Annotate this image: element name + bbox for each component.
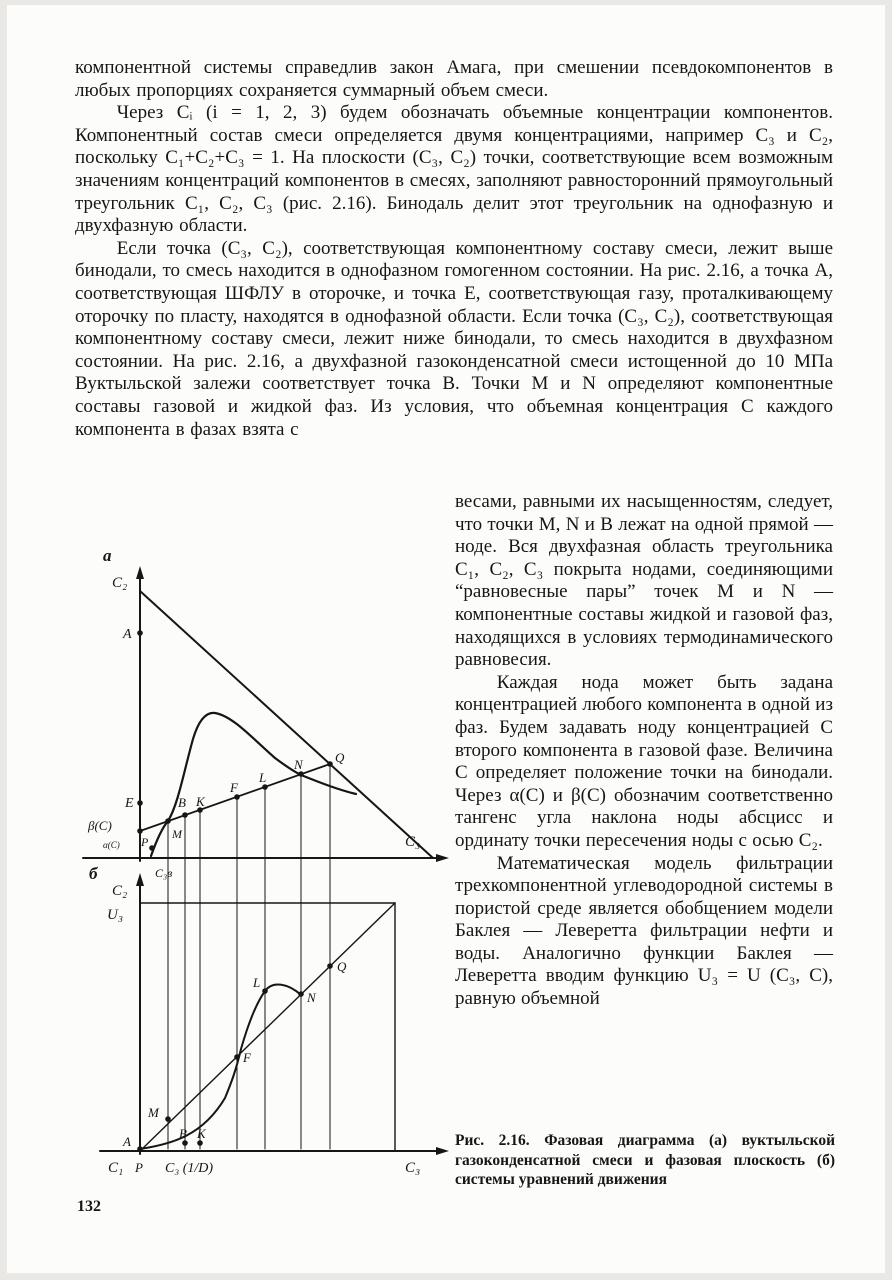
a-point-B: [182, 812, 188, 818]
b-label-B: В: [179, 1126, 187, 1141]
a-x-axis-label: С₃: [405, 834, 421, 850]
b-label-K: К: [197, 1126, 206, 1141]
b-point-Q: [327, 963, 333, 969]
b-x-label-C3-1D: С₃ (1/D): [165, 1161, 214, 1176]
b-point-F: [234, 1054, 240, 1060]
paragraph-binodal: Если точка (С₃, С₂), соответствующая компонентному составу смеси, лежит выше бинодали, то смесь находится в однофазном гомогенном состоянии. На рис. 2.16, а точка А, соответствующая ШФЛУ в оторочке, и точка Е, соответствующая газу, проталкивающему оторочку по пласту, находятся в однофазной области. Если точка (С₃, С₂), соответствующая компонентному составу смеси, лежит ниже бинодали, то смесь находится в двухфазном состоянии. На рис. 2.16, а двухфазной газоконденсатной смеси истощенной до 10 МПа Вуктыльской залежи соответствует точка В. Точки М и N определяют компонентные составы газовой и жидкой фаз. Из условия, что объемная концентрация С каждого компонента в фазах взята с: [75, 237, 833, 440]
b-point-N: [298, 991, 304, 997]
a-label-E: Е: [125, 796, 134, 811]
a-label-K: К: [196, 794, 205, 809]
b-fractional-flow-curve: [140, 984, 301, 1149]
body-text: [75, 57, 833, 441]
paragraph-math-model: Математическая модель фильтрации трехкомпонентной углеводородной системы в пористой среде является обобщением модели Баклея — Леверетта фильтрации нефти и воды. Аналогично функции Баклея — Леверетта вводим функцию U₃ = U (С₃, С), равную объемной: [455, 852, 833, 1010]
right-column-text: [455, 491, 833, 1011]
paragraph-node-definition: Каждая нода может быть задана концентрацией любого компонента в одной из фаз. Будем задавать ноду концентрацией С второго компонента в газовой фазе. Величина С определяет положение точки на бинодали. Через α(С) и β(С) обозначим соответственно тангенс угла наклона ноды абсцисс и ординату точки пересечения ноды с осью С₂.: [455, 671, 833, 851]
a-point-P: [149, 845, 155, 851]
a-label-P: Р: [141, 835, 149, 849]
a-x-axis-arrowhead: [436, 854, 449, 862]
a-point-F: [234, 794, 240, 800]
b-diagonal: [140, 903, 395, 1151]
a-label-B: В: [178, 795, 186, 810]
a-y-axis-label: С₂: [112, 575, 128, 591]
paragraph-nodes: весами, равными их насыщенностям, следует, что точки М, N и В лежат на одной прямой — ноде. Вся двухфазная область треугольника С₁, С₂, С₃ покрыта нодами, соединяющими “равновесные пары” точек М и N — компонентные составы жидкой и газовой фаз, находящихся в условиях термодинамического равновесия.: [455, 491, 833, 671]
page-number: 132: [77, 1198, 101, 1215]
b-label-N: N: [307, 990, 316, 1005]
book-page: [7, 5, 885, 1273]
b-point-L: [262, 988, 268, 994]
a-label-N: N: [294, 757, 303, 772]
b-x-axis-arrowhead: [436, 1147, 449, 1155]
a-label-C3B: С₃в: [155, 866, 173, 880]
a-label-F: F: [230, 780, 238, 795]
a-hypotenuse: [140, 591, 433, 858]
b-label-L: L: [253, 975, 261, 990]
figure-2-16: [75, 543, 450, 1185]
b-point-B: [182, 1140, 188, 1146]
a-label-M: М: [172, 827, 182, 841]
b-x-label-C3: С₃: [405, 1160, 421, 1176]
b-label-F: F: [243, 1050, 251, 1065]
a-point-Q: [327, 761, 333, 767]
b-point-M: [165, 1116, 171, 1122]
b-y-axis-arrowhead: [136, 873, 144, 886]
a-point-A: [137, 630, 143, 636]
a-point-M: [165, 818, 171, 824]
a-label-L: L: [259, 770, 267, 785]
a-point-E: [137, 800, 143, 806]
b-diagram-label: б: [89, 864, 98, 883]
b-point-A: [137, 1146, 143, 1152]
paragraph-continuation: компонентной системы справедлив закон Амага, при смешении псевдокомпонентов в любых пропорциях сохраняется суммарный объем смеси.: [75, 57, 833, 101]
a-diagram-label: а: [103, 546, 112, 565]
a-label-beta: β(С): [88, 818, 112, 833]
b-point-K: [197, 1140, 203, 1146]
b-y-axis-label-C2: С₂: [112, 883, 128, 899]
b-y-axis-label-U3: U₃: [107, 907, 124, 923]
a-point-beta: [137, 828, 143, 834]
figure-svg: [75, 543, 450, 1185]
b-x-label-C1: С₁: [108, 1160, 124, 1176]
a-point-L: [262, 784, 268, 790]
b-label-A: А: [123, 1134, 131, 1149]
a-point-N: [298, 771, 304, 777]
b-label-Q: Q: [337, 959, 347, 974]
a-y-axis-arrowhead: [136, 566, 144, 579]
a-label-Q: Q: [335, 750, 345, 765]
figure-caption: Рис. 2.16. Фазовая диаграмма (а) вуктыльской газоконденсатной смеси и фазовая плоскость (б) системы уравнений движения: [455, 1132, 835, 1188]
a-label-alpha: α(С): [103, 840, 120, 850]
paragraph-concentrations: Через Сᵢ (i = 1, 2, 3) будем обозначать объемные концентрации компонентов. Компонентный состав смеси определяется двумя концентрациями, например С₃ и С₂, поскольку С₁+С₂+С₃ = 1. На плоскости (С₃, С₂) точки, соответствующие всем возможным значениям концентраций компонентов в смесях, заполняют равносторонний прямоугольный треугольник С₁, С₂, С₃ (рис. 2.16). Бинодаль делит этот треугольник на однофазную и двухфазную области.: [75, 102, 833, 237]
a-label-A: А: [123, 627, 132, 642]
b-label-M: М: [148, 1105, 159, 1120]
b-x-label-P: Р: [135, 1160, 143, 1175]
